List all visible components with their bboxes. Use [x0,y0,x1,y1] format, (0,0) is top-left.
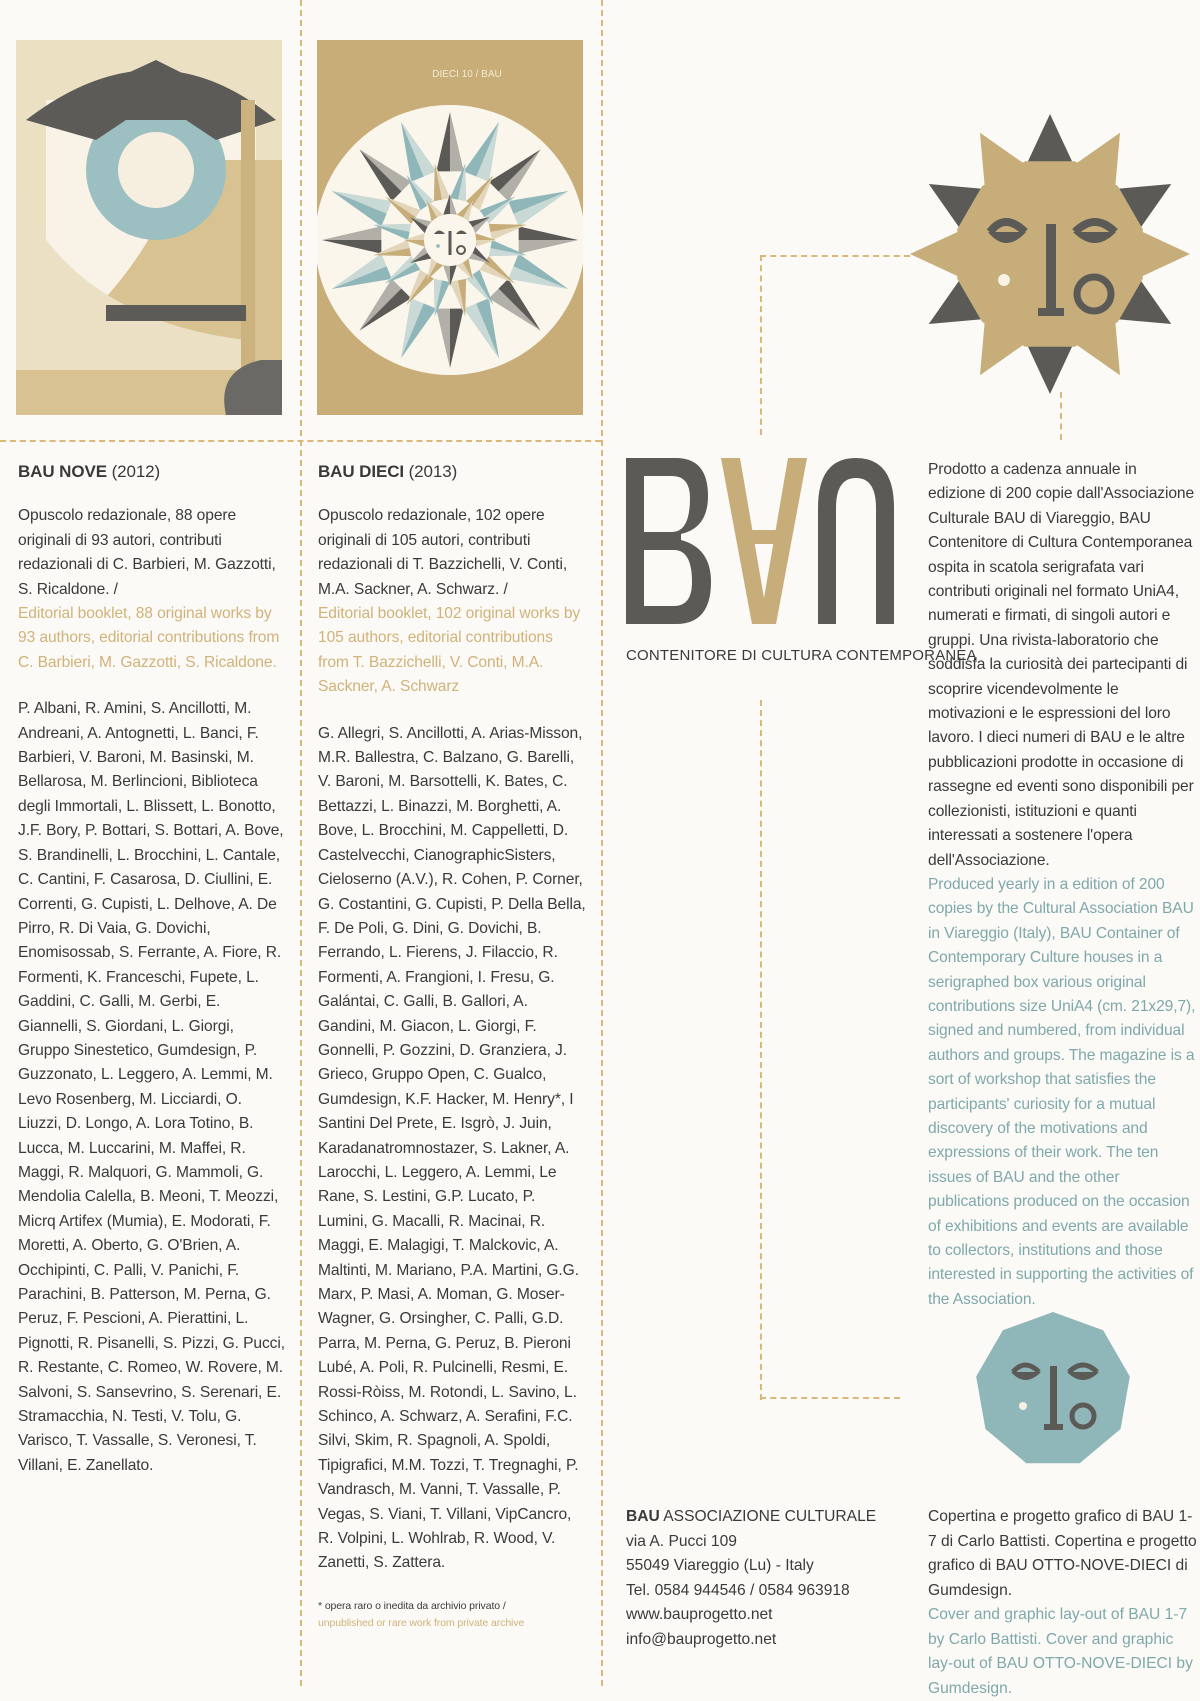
bau-dieci-heading [318,460,586,484]
logo-letter-b [626,458,711,624]
contact-name-rest: ASSOCIAZIONE CULTURALE [663,1508,877,1525]
about-it: Prodotto a cadenza annuale in edizione di 200 copie dall'Associazione Culturale BAU di Viareggio, BAU Contenitore di Cultura Contemporanea ospita in scatola serigrafata vari contributi originali nel formato UniA4, numerati e firmati, di singoli autori e gruppi. Una rivista-laboratorio che soddisfa la curiosità dei partecipanti di scoprire vicendevolmente le motivazioni e le espressioni del loro lavoro. I dieci numeri di BAU e le altre pubblicazioni prodotte in occasione di rassegne ed eventi sono disponibili per collezionisti, istituzioni e quanti interessati a sostenere l'opera dell'Associazione. [928,461,1195,869]
sun-ray [910,230,961,278]
logo-letter-u [818,458,894,624]
bau-nove-title: BAU NOVE [18,462,107,481]
eye-cover-icon [16,40,282,415]
credits-it: Copertina e progetto grafico di BAU 1-7 di Carlo Battisti. Copertina e progetto grafico di BAU OTTO-NOVE-DIECI di Gumdesign. [928,1508,1197,1599]
bau-logo [626,458,896,628]
octagon-face-icon [973,1310,1133,1470]
dashed-divider [0,440,601,442]
about-column [928,458,1198,1312]
sun-ray [1139,230,1190,278]
sun-ray [1026,343,1074,394]
dashed-divider [760,700,762,1400]
bau-nove-year: (2012) [111,462,161,481]
bau-dieci-desc-en: Editorial booklet, 102 original works by 105 authors, editorial contributions from T. Bazzichelli, V. Conti, M.A. Sackner, A. Schwarz [318,605,581,696]
bau-dieci-note-it: * opera raro o inedita da archivio privato / [318,1599,506,1612]
bau-dieci-year: (2013) [408,462,458,481]
dashed-divider [760,1397,900,1399]
dashed-divider [601,0,603,1686]
contact-name [626,1505,876,1530]
dashed-divider [760,255,910,257]
bau-nove-heading [18,460,286,484]
sun-ray [1026,114,1074,165]
dashed-divider [300,0,302,1686]
star-sun-cover-icon [317,40,583,415]
bau-nove-desc-it: Opuscolo redazionale, 88 opere originali di 93 autori, contributi redazionali di C. Barbieri, M. Gazzotti, S. Ricaldone. / [18,507,276,598]
bau-dieci-title: BAU DIECI [318,462,404,481]
note-it-text: opera raro o inedita da archivio privato / [324,1599,506,1612]
sun-face-icon [904,108,1196,400]
contact-name-bold: BAU [626,1508,660,1525]
contact-city: 55049 Viareggio (Lu) - Italy [626,1557,814,1574]
contact-email-link[interactable]: info@bauprogetto.net [626,1630,777,1648]
bau-nove-desc-en: Editorial booklet, 88 original works by 93 authors, editorial contributions from C. Barbieri, M. Gazzotti, S. Ricaldone. [18,605,280,671]
dashed-divider [760,255,762,435]
bau-dieci-desc-it: Opuscolo redazionale, 102 opere originali di 105 autori, contributi redazionali di T. Bazzichelli, V. Conti, M.A. Sackner, A. Schwarz. / [318,507,568,598]
contact-web-link[interactable]: www.bauprogetto.net [626,1606,773,1623]
bau-nove-authors: P. Albani, R. Amini, S. Ancillotti, M. Andreani, A. Antognetti, L. Banci, F. Barbieri, V. Baroni, M. Basinski, M. Bellarosa, M. Berlincioni, Biblioteca degli Immortali, L. Blissett, L. Bonotto, J.F. Bory, P. Bottari, S. Bottari, A. Bove, S. Brandinelli, L. Brocchini, L. Cantale, C. Cantini, F. Casarosa, D. Ciullini, E. Correnti, G. Cupisti, L. Delhove, A. De Pirro, R. Di Vaia, G. Dovichi, Enomisossab, S. Ferrante, A. Fiore, R. Formenti, K. Franceschi, Fupete, L. Gaddini, C. Galli, M. Gerbi, E. Giannelli, S. Giordani, L. Giorgi, Gruppo Sinestetico, Gumdesign, P. Guzzonato, L. Leggero, A. Lemmi, M. Levo Rosenberg, M. Licciardi, O. Liuzzi, D. Longo, A. Lora Totino, B. Lucca, M. Luccarini, M. Maffei, R. Maggi, R. Malquori, G. Mammoli, G. Mendolia Calella, B. Meoni, T. Meozzi, Micrq Artifex (Mumia), E. Modorati, F. Moretti, A. Oberto, G. O'Brien, A. Occhipinti, C. Palli, V. Panichi, F. Parachini, B. Patterson, M. Perna, G. Peruz, F. Pescioni, A. Pierattini, L. Pignotti, R. Pisanelli, S. Pizzi, G. Pucci, R. Restante, C. Romeo, W. Rovere, M. Salvoni, S. Sansevrino, S. Serenari, E. Stramacchia, N. Testi, V. Tolu, G. Varisco, T. Vassalle, S. Veronesi, T. Villani, E. Zanellato. [18,700,285,1474]
credits-en: Cover and graphic lay-out of BAU 1-7 by Carlo Battisti. Cover and graphic lay-out of BAU OTTO-NOVE-DIECI by Gumdesign. [928,1606,1193,1697]
bau-dieci-note-en: unpublished or rare work from private archive [318,1616,525,1629]
logo-letter-a [721,458,807,624]
logo-subtitle: CONTENITORE DI CULTURA CONTEMPORANEA [626,647,977,664]
contact-block [626,1505,876,1652]
cover-mini-title: DIECI 10 / BAU [432,69,502,80]
contact-street: via A. Pucci 109 [626,1532,737,1550]
credits-block [928,1505,1198,1701]
about-en: Produced yearly in a edition of 200 copies by the Cultural Association BAU in Viareggio (Italy), BAU Container of Contemporary Culture houses in a serigraphed box various original contributions size UniA4 (cm. 21x29,7), signed and numbered, from individual authors and groups. The magazine is a sort of workshop that satisfies the participants' curiosity for a mutual discovery of the motivations and expressions of their work. The ten issues of BAU and the other publications produced on the occasion of exhibitions and events are available to collectors, institutions and those interested in supporting the activities of the Association. [928,875,1196,1308]
bau-nove-column [18,460,286,1478]
contact-tel: Tel. 0584 944546 / 0584 963918 [626,1581,850,1599]
bau-dieci-column [318,460,586,1632]
bau-dieci-authors: G. Allegri, S. Ancillotti, A. Arias-Misson, M.R. Ballestra, C. Balzano, G. Barelli, V. Baroni, M. Barsottelli, K. Bates, C. Bettazzi, L. Binazzi, M. Borghetti, A. Bove, L. Brocchini, M. Cappelletti, D. Castelvecchi, CianographicSisters, Cieloserno (A.V.), R. Cohen, P. Corner, G. Costantini, G. Cupisti, P. Della Bella, F. De Poli, G. Dini, G. Dovichi, B. Ferrando, L. Fierens, J. Filaccio, R. Formenti, A. Frangioni, I. Fresu, G. Galántai, C. Galli, B. Gallori, A. Gandini, M. Giacon, L. Giorgi, F. Gonnelli, P. Gozzini, D. Granziera, J. Grieco, Gruppo Open, C. Gualco, Gumdesign, K.F. Hacker, M. Henry*, I Santini Del Prete, E. Isgrò, J. Juin, Karadanatromnostazer, S. Lakner, A. Larocchi, L. Leggero, A. Lemmi, Le Rane, S. Lestini, G.P. Lucato, P. Lumini, G. Macalli, R. Macinai, R. Maggi, E. Malagigi, T. Malckovic, A. Maltinti, M. Mariano, P.A. Martini, G.G. Marx, P. Masi, A. Moman, G. Moser-Wagner, G. Orsingher, C. Palli, G.D. Parra, M. Perna, G. Peruz, B. Pieroni Lubé, A. Poli, R. Pulcinelli, Resmi, E. Rossi-Ròiss, M. Rotondi, L. Savino, L. Schinco, A. Schwarz, A. Serafini, F.C. Silvi, Skim, R. Spagnoli, A. Spoldi, Tipigrafici, M.M. Tozzi, T. Tregnaghi, P. Vandrasch, M. Vanni, T. Vassalle, P. Vegas, S. Viani, T. Villani, VipCancro, R. Volpini, L. Wohlrab, R. Wood, V. Zanetti, S. Zattera. [318,724,586,1572]
